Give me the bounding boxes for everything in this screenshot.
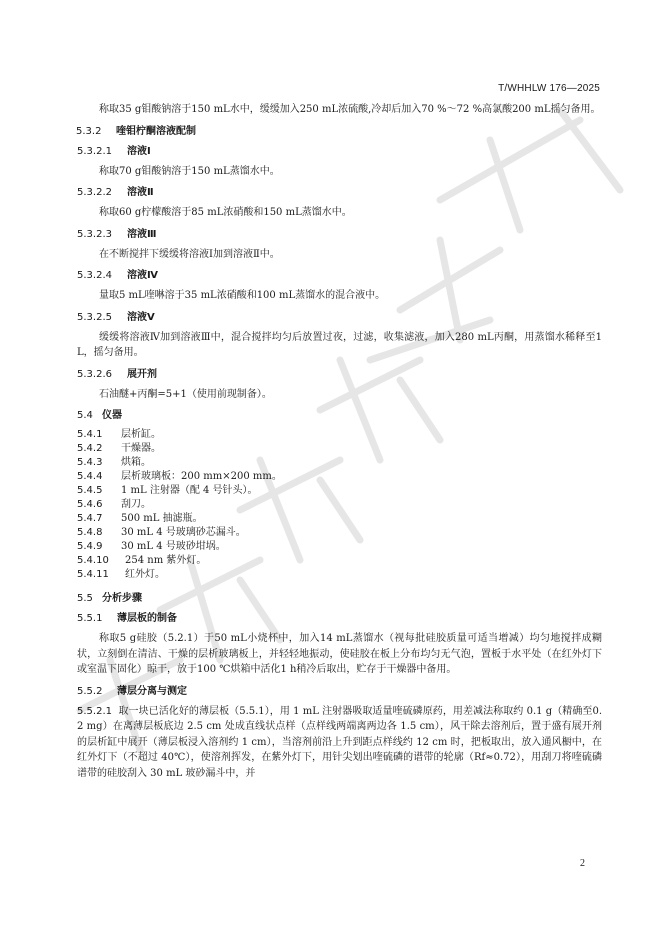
section-5-5-2-1-number: 5.5.2.1 <box>77 705 112 717</box>
list-item: 5.4.8 30 mL 4 号玻璃砂芯漏斗。 <box>77 527 246 538</box>
intro-paragraph: 称取35 g钼酸钠溶于150 mL水中，缓缓加入250 mL浓硫酸,冷却后加入70 %～72 %高氯酸200 mL摇匀备用。 <box>99 104 601 115</box>
section-5-3-2-3-text: 在不断搅拌下缓缓将溶液Ⅰ加到溶液Ⅱ中。 <box>99 248 280 260</box>
section-5-5-1-heading: 5.5.1 薄层板的制备 <box>77 613 177 624</box>
section-5-3-2-2-heading: 5.3.2.2 溶液Ⅱ <box>77 187 154 198</box>
list-item: 5.4.5 1 mL 注射器（配 4 号针头）。 <box>77 485 258 496</box>
list-item: 5.4.11 红外灯。 <box>77 569 165 580</box>
page-number: 2 <box>580 858 585 869</box>
instrument-list <box>77 428 602 582</box>
list-item: 5.4.9 30 mL 4 号玻砂坩埚。 <box>77 541 226 552</box>
list-item: 5.4.4 层析玻璃板：200 mm×200 mm。 <box>77 471 282 482</box>
document-code: T/WHHLW 176—2025 <box>498 83 600 94</box>
page-content <box>77 102 602 784</box>
section-5-3-2-1-text: 称取70 g钼酸钠溶于150 mL蒸馏水中。 <box>99 165 280 177</box>
section-5-3-2-heading: 5.3.2 喹钼柠酮溶液配制 <box>76 125 196 137</box>
list-item: 5.4.2 干燥器。 <box>77 443 161 454</box>
section-5-5-1-text: 称取5 g硅胶（5.2.1）于50 mL小烧杯中，加入14 mL蒸馏水（视每批硅胶质量可适当增减）均匀地搅拌成糊状，立刻倒在清洁、干燥的层析玻璃板上，并轻轻地振动，使硅胶在板上分布均匀无气泡，置板于水平处（在红外灯下或室温下固化）晾干，放于100 ℃烘箱中活化1 h稍冷后取出，贮存于干燥器中备用。 <box>77 633 602 675</box>
section-5-5-2-1-text <box>77 704 602 782</box>
section-5-3-2-5-heading: 5.3.2.5 溶液Ⅴ <box>77 311 155 323</box>
section-5-3-2-6-text: 石油醚+丙酮=5+1（使用前现制备）。 <box>99 388 272 400</box>
list-item: 5.4.10 254 nm 紫外灯。 <box>77 555 207 566</box>
section-5-3-2-4-text: 量取5 mL喹啉溶于35 mL浓硝酸和100 mL蒸馏水的混合液中。 <box>99 290 386 301</box>
section-5-3-2-2-text: 称取60 g柠檬酸溶于85 mL浓硝酸和150 mL蒸馏水中。 <box>99 207 352 218</box>
section-5-3-2-3-heading: 5.3.2.3 溶液Ⅲ <box>77 228 157 240</box>
section-5-5-2-heading: 5.5.2 薄层分离与测定 <box>77 685 187 697</box>
list-item: 5.4.6 刮刀。 <box>77 499 151 510</box>
section-5-3-2-6-heading: 5.3.2.6 展开剂 <box>77 368 157 380</box>
section-5-5-2-1-body: 取一块已活化好的薄层板（5.5.1），用 1 mL 注射器吸取适量喹硫磷原药，用差减法称取约 0.1 g（精确至0.2 mg）在离薄层板底边 2.5 cm 处成直线状点样（点样线两端离两边各 1.5 cm），风干除去溶剂后，置于盛有展开剂的层析缸中展开（薄层板浸入溶剂约 1 cm），当溶剂前沿上升到距点样线约 12 cm 时，把板取出，放入通风橱中，在红外灯下（不超过 40℃），使溶剂挥发，在紫外灯下，用针尖划出喹硫磷的谱带的轮廓（Rf≈0.72），用刮刀将喹硫磷谱带的硅胶刮入 30 mL 玻砂漏斗中，并 <box>77 705 602 779</box>
section-5-4-heading: 5.4 仪器 <box>77 410 122 421</box>
section-5-3-2-4-heading: 5.3.2.4 溶液Ⅳ <box>77 270 158 281</box>
list-item: 5.4.1 层析缸。 <box>77 429 161 440</box>
section-5-3-2-1-heading: 5.3.2.1 溶液Ⅰ <box>77 145 151 157</box>
list-item: 5.4.7 500 mL 抽滤瓶。 <box>77 513 203 524</box>
section-5-5-heading: 5.5 分析步骤 <box>77 593 142 604</box>
list-item: 5.4.3 烘箱。 <box>77 457 151 468</box>
section-5-3-2-5-text: 缓缓将溶液Ⅳ加到溶液Ⅲ中，混合搅拌均匀后放置过夜，过滤，收集滤液，加入280 mL丙酮，用蒸馏水稀释至1 L，摇匀备用。 <box>77 331 602 358</box>
